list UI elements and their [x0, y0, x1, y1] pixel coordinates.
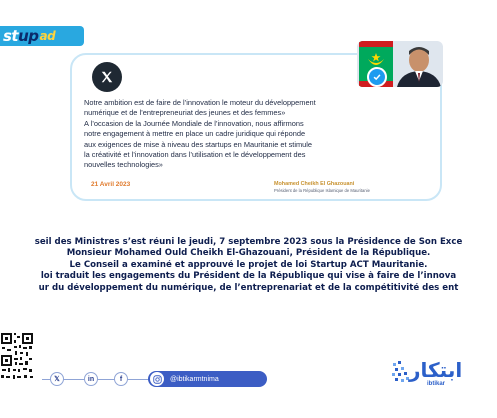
logo-dots-icon	[391, 359, 411, 389]
announcement-line: loi traduit les engagements du Président de la République qui vise à faire de l’innova	[40, 271, 457, 282]
logo-part-2: up	[18, 27, 39, 45]
qr-code[interactable]	[0, 331, 34, 383]
quote-line: Notre ambition est de faire de l’innovation le moteur du développement	[84, 98, 316, 107]
signature-title: Président de la République Islamique de Mauritanie	[274, 188, 370, 193]
ibtikar-logo	[391, 357, 483, 389]
brand-arabic: ابتكار	[409, 358, 463, 382]
announcement-text	[0, 237, 497, 294]
quote-line: aux exigences de mise à niveau des startups en Mauritanie et stimule	[84, 139, 313, 149]
social-bar	[42, 371, 267, 387]
facebook-icon[interactable]: f	[114, 372, 128, 386]
handle-text: @ibtikarmtnima	[170, 375, 219, 383]
brand-latin: ibtikar	[427, 381, 446, 387]
announcement-line: seil des Ministres s’est réuni le jeudi, 7 septembre 2023 sous la Présidence de Son Exce	[34, 237, 463, 247]
tweet-date: 21 Avril 2023	[91, 181, 131, 188]
quote-line: nouvelles technologies»	[84, 160, 163, 170]
logo-part-3: ad	[39, 29, 56, 43]
startup-logo	[0, 26, 84, 46]
tweet-quote	[84, 98, 410, 171]
quote-line: la créativité et l’innovation dans l’utilisation et le développement des	[84, 150, 306, 160]
quote-line: notre engagement à mettre en place un cadre juridique qui réponde	[84, 129, 306, 139]
quote-line: A l’occasion de la Journée Mondiale de l’innovation, nous affirmons	[84, 118, 304, 128]
verified-badge-icon	[367, 67, 387, 87]
announcement-line: Monsieur Mohamed Ould Cheikh El-Ghazouani, Président de la République.	[66, 248, 431, 259]
linkedin-icon[interactable]: in	[84, 372, 98, 386]
x-logo-icon	[92, 62, 122, 92]
quote-line: numérique et de l’entrepreneuriat des jeunes et des femmes»	[84, 108, 286, 118]
announcement-line: Le Conseil a examiné et approuvé le projet de loi Startup ACT Mauritanie.	[69, 259, 428, 270]
instagram-icon	[150, 372, 164, 386]
x-icon[interactable]: 𝕏	[50, 372, 64, 386]
logo-part-1: st	[3, 27, 19, 45]
signature-name: Mohamed Cheikh El Ghazouani	[274, 181, 355, 187]
instagram-handle[interactable]	[148, 371, 267, 387]
announcement-line: ur du développement du numérique, de l’entreprenariat et de la compétitivité des ent	[38, 282, 459, 293]
